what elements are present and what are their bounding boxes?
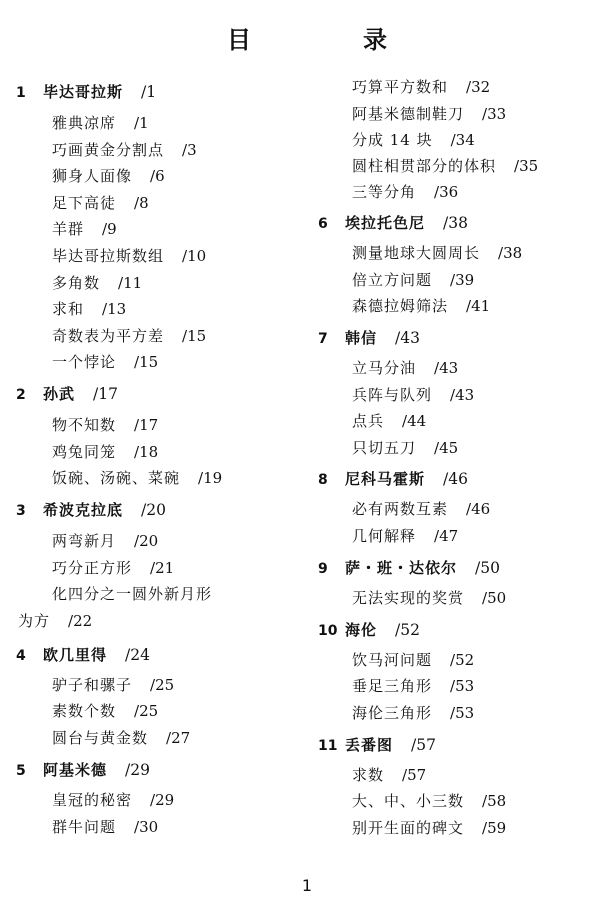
page-ref: /24 (125, 646, 150, 664)
chapter-title: 丢番图 (345, 736, 394, 754)
section-title: 立马分油 (352, 359, 417, 377)
toc-section-entry[interactable] (52, 326, 206, 346)
section-title: 无法实现的奖赏 (352, 589, 465, 607)
toc-section-entry[interactable] (352, 243, 522, 263)
toc-chapter-entry[interactable] (318, 328, 420, 349)
page-ref: /41 (466, 297, 491, 315)
toc-section-entry[interactable] (52, 728, 190, 748)
toc-chapter-entry[interactable] (16, 500, 166, 521)
chapter-title: 尼科马霍斯 (345, 470, 426, 488)
page-ref: /50 (475, 559, 500, 577)
page-ref: /53 (450, 704, 475, 722)
toc-chapter-entry[interactable] (16, 645, 150, 666)
toc-section-entry[interactable] (352, 818, 506, 838)
section-title: 群牛问题 (52, 818, 117, 836)
chapter-number: 9 (318, 561, 328, 577)
toc-section-entry[interactable] (52, 584, 212, 604)
toc-chapter-entry[interactable] (318, 735, 436, 756)
page-ref: /45 (434, 439, 459, 457)
page-number: 1 (301, 876, 313, 895)
toc-section-entry[interactable] (52, 299, 126, 319)
section-title: 求数 (352, 766, 385, 784)
toc-section-entry[interactable] (352, 438, 458, 458)
toc-section-entry[interactable] (52, 219, 117, 239)
toc-section-entry[interactable] (52, 531, 158, 551)
section-title: 圆柱相贯部分的体积 (352, 157, 497, 175)
section-title: 垂足三角形 (352, 677, 433, 695)
section-title: 素数个数 (52, 702, 117, 720)
page-ref: /57 (411, 736, 436, 754)
section-title: 饭碗、汤碗、菜碗 (52, 469, 181, 487)
page-ref: /25 (150, 676, 175, 694)
toc-chapter-entry[interactable] (16, 760, 150, 781)
toc-chapter-entry[interactable] (318, 558, 500, 579)
page-ref: /18 (134, 443, 159, 461)
page-ref: /21 (150, 559, 175, 577)
section-title: 两弯新月 (52, 532, 117, 550)
toc-section-entry[interactable] (52, 193, 149, 213)
toc-section-entry[interactable] (352, 270, 474, 290)
page-ref: /3 (182, 141, 197, 159)
section-title: 点兵 (352, 412, 385, 430)
section-title: 大、中、小三数 (352, 792, 465, 810)
section-title: 为方 (18, 612, 51, 630)
chapter-number: 10 (318, 623, 338, 639)
section-title: 饮马河问题 (352, 651, 433, 669)
page-ref: /57 (402, 766, 427, 784)
page-ref: /47 (434, 527, 459, 545)
page-ref: /1 (141, 83, 157, 101)
toc-section-entry[interactable] (52, 140, 197, 160)
chapter-title: 欧几里得 (43, 646, 108, 664)
page-ref: /11 (118, 274, 143, 292)
section-title: 足下高徒 (52, 194, 117, 212)
section-title: 圆台与黄金数 (52, 729, 149, 747)
toc-section-entry[interactable] (352, 156, 538, 176)
chapter-number: 3 (16, 503, 26, 519)
toc-section-entry[interactable] (52, 113, 149, 133)
page-ref: /38 (443, 214, 468, 232)
section-title: 多角数 (52, 274, 101, 292)
page-ref: /43 (434, 359, 459, 377)
page-ref: /43 (450, 386, 475, 404)
section-title: 奇数表为平方差 (52, 327, 165, 345)
toc-section-entry[interactable] (352, 703, 474, 723)
toc-section-entry[interactable] (52, 468, 222, 488)
chapter-number: 2 (16, 387, 26, 403)
chapter-number: 6 (318, 216, 328, 232)
page-ref: /29 (150, 791, 175, 809)
toc-section-entry[interactable] (52, 415, 158, 435)
section-title: 狮身人面像 (52, 167, 133, 185)
toc-section-entry[interactable] (52, 701, 158, 721)
section-title: 驴子和骡子 (52, 676, 133, 694)
chapter-number: 7 (318, 331, 328, 347)
page-ref: /52 (395, 621, 420, 639)
toc-section-entry[interactable] (52, 442, 158, 462)
page-ref: /9 (102, 220, 117, 238)
page-ref: /20 (141, 501, 166, 519)
toc-section-entry[interactable] (352, 411, 426, 431)
toc-section-entry[interactable] (352, 358, 458, 378)
section-title: 雅典凉席 (52, 114, 117, 132)
chapter-title: 韩信 (345, 329, 378, 347)
toc-chapter-entry[interactable] (318, 620, 420, 641)
toc-section-entry[interactable] (52, 273, 142, 293)
page-ref: /32 (466, 78, 491, 96)
page-ref: /25 (134, 702, 159, 720)
section-title: 毕达哥拉斯数组 (52, 247, 165, 265)
toc-section-entry[interactable] (352, 499, 490, 519)
chapter-number: 8 (318, 472, 328, 488)
page-ref: /6 (150, 167, 165, 185)
toc-section-entry[interactable] (352, 130, 475, 150)
toc-section-entry[interactable] (352, 526, 458, 546)
chapter-title: 孙武 (43, 385, 76, 403)
page-ref: /52 (450, 651, 475, 669)
page-ref: /36 (434, 183, 459, 201)
page-ref: /58 (482, 792, 507, 810)
page-ref: /10 (182, 247, 207, 265)
section-title: 化四分之一圆外新月形 (52, 585, 213, 603)
section-title: 三等分角 (352, 183, 417, 201)
toc-section-entry[interactable] (352, 296, 490, 316)
page-ref: /33 (482, 105, 507, 123)
toc-section-entry[interactable] (352, 650, 474, 670)
page-ref: /39 (450, 271, 475, 289)
chapter-number: 11 (318, 738, 338, 754)
section-title: 海伦三角形 (352, 704, 433, 722)
toc-section-entry[interactable] (52, 352, 158, 372)
page-ref: /30 (134, 818, 159, 836)
toc-section-entry[interactable] (52, 817, 158, 837)
toc-section-entry[interactable] (352, 385, 474, 405)
page-ref: /17 (134, 416, 159, 434)
toc-section-entry[interactable] (352, 104, 506, 124)
page-ref: /34 (450, 131, 475, 149)
toc-section-entry[interactable] (352, 77, 490, 97)
section-title: 分成 14 块 (352, 131, 433, 149)
page-title: 目 录 (227, 26, 431, 54)
page-ref: /15 (134, 353, 159, 371)
section-title: 一个悖论 (52, 353, 117, 371)
toc-section-entry[interactable] (52, 675, 174, 695)
page-ref: /27 (166, 729, 191, 747)
toc-section-entry[interactable] (52, 558, 174, 578)
page-ref: /46 (466, 500, 491, 518)
page-ref: /15 (182, 327, 207, 345)
section-title: 阿基米德制鞋刀 (352, 105, 465, 123)
chapter-number: 1 (16, 85, 26, 101)
page-ref: /53 (450, 677, 475, 695)
section-title: 物不知数 (52, 416, 117, 434)
section-title: 测量地球大圆周长 (352, 244, 481, 262)
page-ref: /44 (402, 412, 427, 430)
section-title: 求和 (52, 300, 85, 318)
chapter-title: 埃拉托色尼 (345, 214, 426, 232)
page-ref: /19 (198, 469, 223, 487)
chapter-title: 海伦 (345, 621, 378, 639)
chapter-title: 阿基米德 (43, 761, 108, 779)
page-ref: /50 (482, 589, 507, 607)
toc-chapter-entry[interactable] (16, 82, 156, 103)
toc-section-entry[interactable] (352, 765, 426, 785)
section-title: 鸡兔同笼 (52, 443, 117, 461)
toc-chapter-entry[interactable] (16, 384, 118, 405)
page-ref: /17 (93, 385, 118, 403)
page-ref: /38 (498, 244, 523, 262)
toc-section-entry[interactable] (352, 676, 474, 696)
section-title: 必有两数互素 (352, 500, 449, 518)
toc-section-entry[interactable] (352, 182, 458, 202)
toc-chapter-entry[interactable] (318, 213, 468, 234)
section-title: 兵阵与队列 (352, 386, 433, 404)
page-ref: /1 (134, 114, 149, 132)
page-ref: /8 (134, 194, 149, 212)
section-title: 皇冠的秘密 (52, 791, 133, 809)
section-title: 几何解释 (352, 527, 417, 545)
toc-section-entry[interactable] (52, 166, 165, 186)
toc-section-entry[interactable] (352, 791, 506, 811)
toc-section-entry[interactable] (18, 611, 92, 631)
page-ref: /35 (514, 157, 539, 175)
chapter-title: 毕达哥拉斯 (43, 83, 124, 101)
section-title: 倍立方问题 (352, 271, 433, 289)
chapter-title: 萨・班・达依尔 (345, 559, 458, 577)
page-ref: /43 (395, 329, 420, 347)
page-ref: /20 (134, 532, 159, 550)
chapter-title: 希波克拉底 (43, 501, 124, 519)
chapter-number: 4 (16, 648, 26, 664)
toc-section-entry[interactable] (52, 790, 174, 810)
toc-section-entry[interactable] (52, 246, 206, 266)
chapter-number: 5 (16, 763, 26, 779)
section-title: 巧画黄金分割点 (52, 141, 165, 159)
page-ref: /22 (68, 612, 93, 630)
page-ref: /46 (443, 470, 468, 488)
page-ref: /59 (482, 819, 507, 837)
page-ref: /13 (102, 300, 127, 318)
section-title: 森德拉姆筛法 (352, 297, 449, 315)
section-title: 巧算平方数和 (352, 78, 449, 96)
section-title: 巧分正方形 (52, 559, 133, 577)
toc-chapter-entry[interactable] (318, 469, 468, 490)
section-title: 只切五刀 (352, 439, 417, 457)
page-ref: /29 (125, 761, 150, 779)
section-title: 羊群 (52, 220, 85, 238)
section-title: 别开生面的碑文 (352, 819, 465, 837)
toc-section-entry[interactable] (352, 588, 506, 608)
